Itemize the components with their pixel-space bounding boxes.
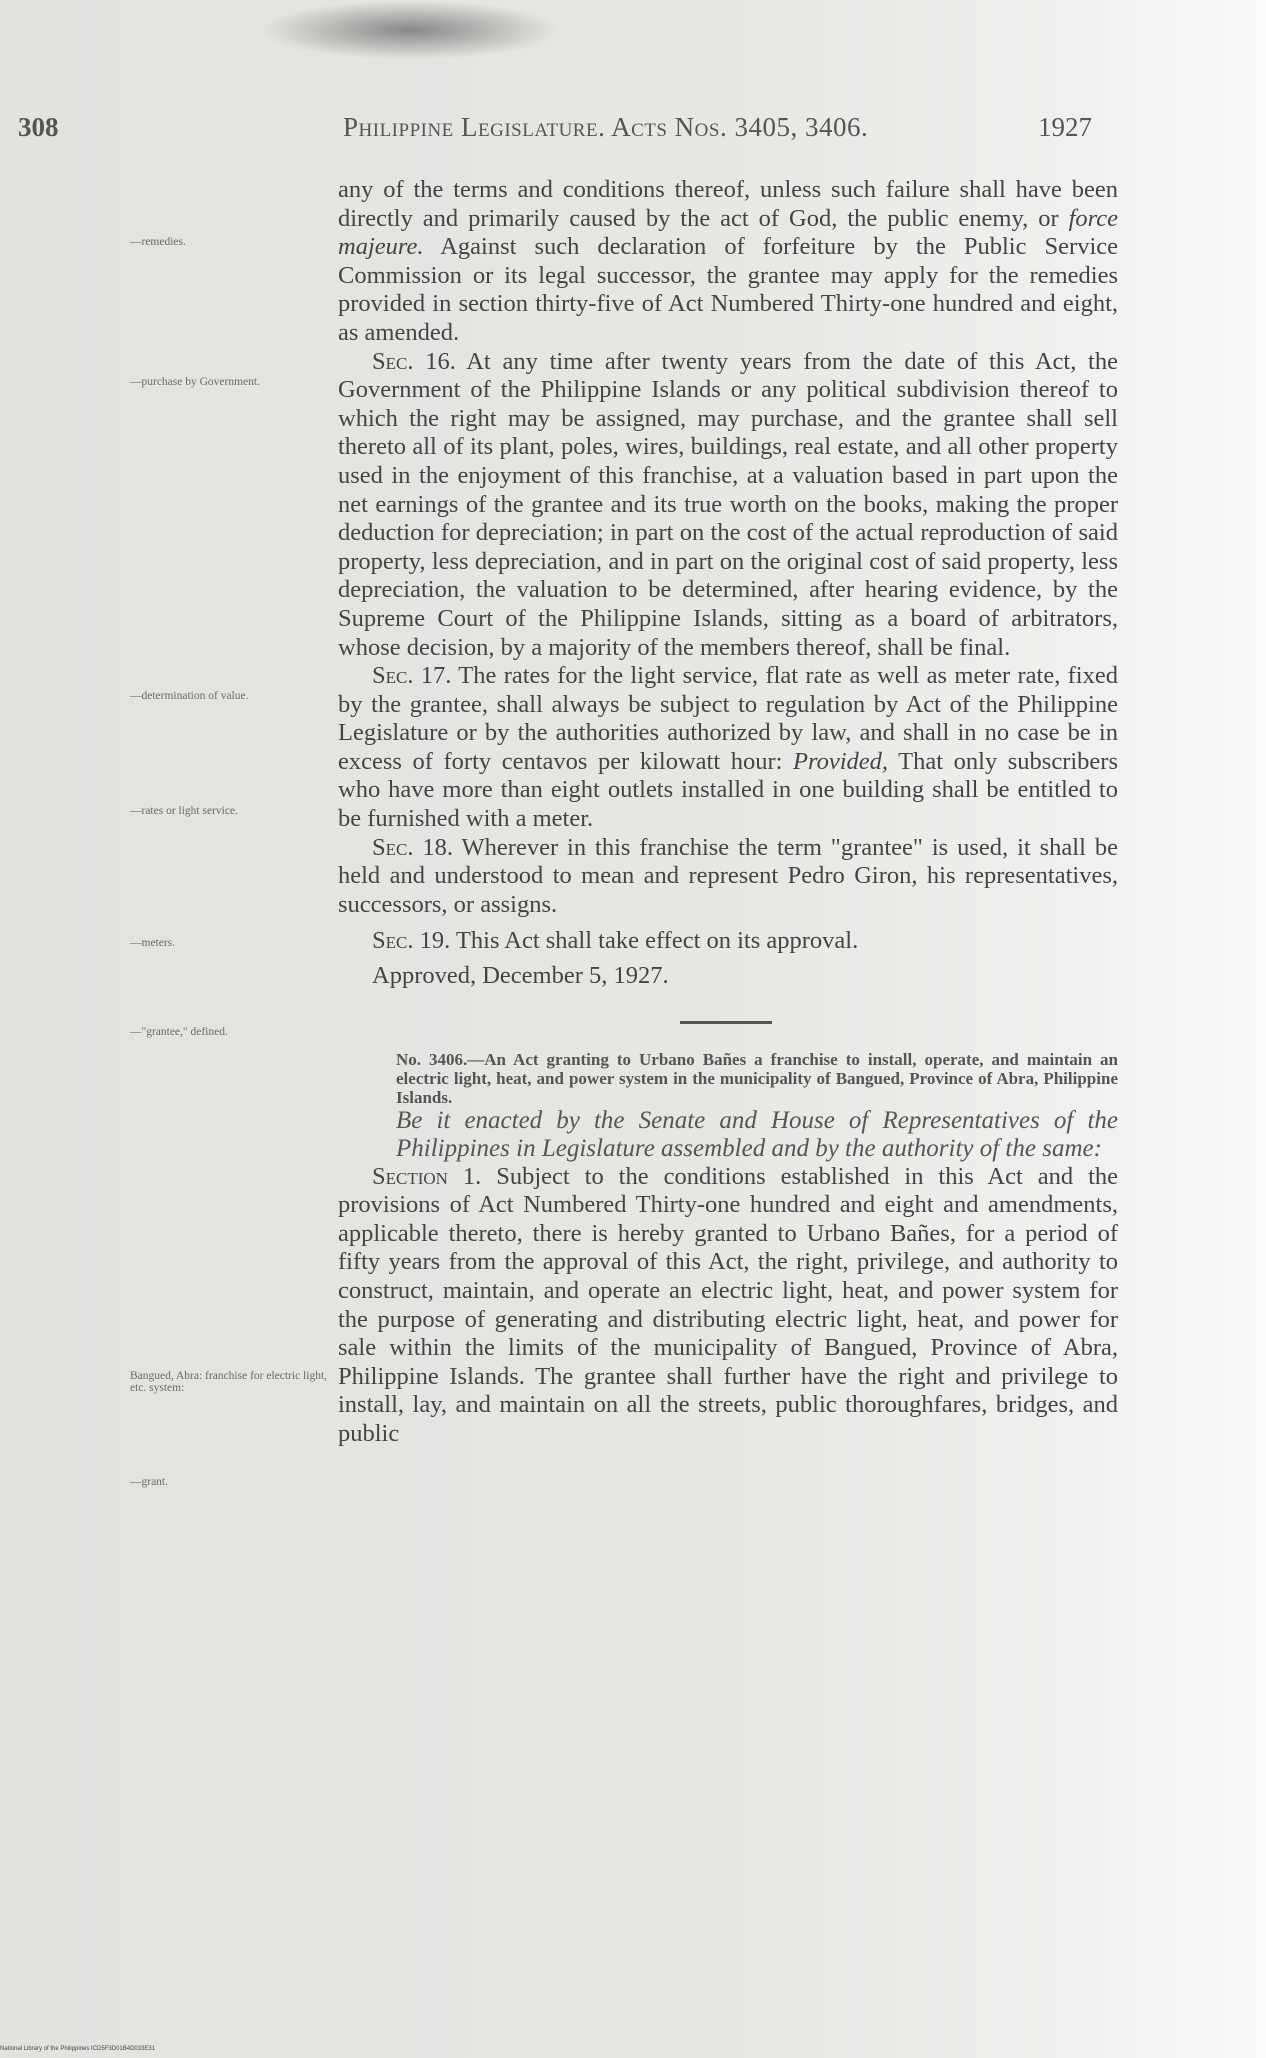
section-divider bbox=[680, 1021, 772, 1024]
approved-date: Approved, December 5, 1927. bbox=[372, 962, 669, 990]
margin-note-grant: —grant. bbox=[130, 1476, 169, 1488]
section-16: Sec. 16. At any time after twenty years from the date of this Act, the Government of the Philippine Islands or any political subdivision thereof to which the right may be assigned, may purchase, and the grantee shall sell thereto all of its plant, poles, wires, buildings, real estate, and all other property used in the enjoyment of this franchise, at a valuation based in part upon the net earnings of the grantee and its true worth on the books, making the proper deduction for depreciation; in part on the cost of the actual reproduction of said property, less depreciation, and in part on the original cost of said property, less depreciation, the valuation to be determined, after hearing evidence, by the Supreme Court of the Philippine Islands, sitting as a board of arbitrators, whose decision, by a majority of the members thereof, shall be final. bbox=[338, 347, 1118, 661]
margin-note-meters: —meters. bbox=[130, 937, 176, 949]
margin-note-valuation: —determination of value. bbox=[130, 690, 249, 702]
act-3406-title: No. 3406.—An Act granting to Urbano Bañes a franchise to install, operate, and maintain an electric light, heat, and power system in the municipality of Bangued, Province of Abra, Philippine Islands. bbox=[396, 1049, 1118, 1107]
section-19: Sec. 19. This Act shall take effect on its approval. bbox=[372, 927, 859, 955]
running-head: Philippine Legislature. Acts Nos. 3405, 3406. bbox=[343, 112, 869, 142]
section-1: Section 1. Subject to the conditions established in this Act and the provisions of Act Numbered Thirty-one hundred and eight and amendments, applicable thereto, there is hereby granted to Urbano Bañes, for a period of fifty years from the approval of this Act, the right, privilege, and authority to construct, maintain, and operate an electric light, heat, and power system for the purpose of generating and distributing electric light, heat, and power for sale within the limits of the municipality of Bangued, Province of Abra, Philippine Islands. The grantee shall further have the right and privilege to install, lay, and maintain on all the streets, public thoroughfares, bridges, and public bbox=[338, 1162, 1118, 1447]
margin-note-rates: —rates or light service. bbox=[130, 805, 238, 817]
section-17: Sec. 17. The rates for the light service, flat rate as well as meter rate, fixed by the grantee, shall always be subject to regulation by Act of the Philippine Legislature or by the authorities authorized by law, and shall in no case be in excess of forty centavos per kilowatt hour: Provided, That only subscribers who have more than eight outlets installed in one building shall be entitled to be furnished with a meter. bbox=[338, 662, 1118, 833]
margin-note-remedies: —remedies. bbox=[130, 236, 186, 248]
header-year: 1927 bbox=[1038, 112, 1092, 142]
footer-credit: National Library of the Philippines ICD5F3D01B4D033E31 bbox=[0, 2046, 156, 2052]
section-18: Sec. 18. Wherever in this franchise the term "grantee" is used, it shall be held and understood to mean and represent Pedro Giron, his representatives, successors, or assigns. bbox=[338, 833, 1118, 918]
paragraph-forfeiture: any of the terms and conditions thereof, unless such failure shall have been directly and primarily caused by the act of God, the public enemy, or force majeure. Against such declaration of forfeiture by the Public Service Commission or its legal successor, the grantee may apply for the remedies provided in section thirty-five of Act Numbered Thirty-one hundred and eight, as amended. bbox=[338, 176, 1118, 346]
page-number: 308 bbox=[18, 112, 59, 142]
main-text bbox=[338, 176, 1118, 1449]
margin-note-purchase: —purchase by Government. bbox=[130, 376, 260, 388]
margin-note-bangued: Bangued, Abra: franchise for electric light, etc. system: bbox=[130, 1370, 328, 1394]
binding-shadow bbox=[260, 0, 560, 60]
margin-note-grantee: —"grantee," defined. bbox=[130, 1026, 228, 1038]
page-header bbox=[18, 112, 1118, 152]
enacting-clause: Be it enacted by the Senate and House of Representatives of the Philippines in Legislature assembled and by the authority of the same: bbox=[396, 1106, 1118, 1162]
